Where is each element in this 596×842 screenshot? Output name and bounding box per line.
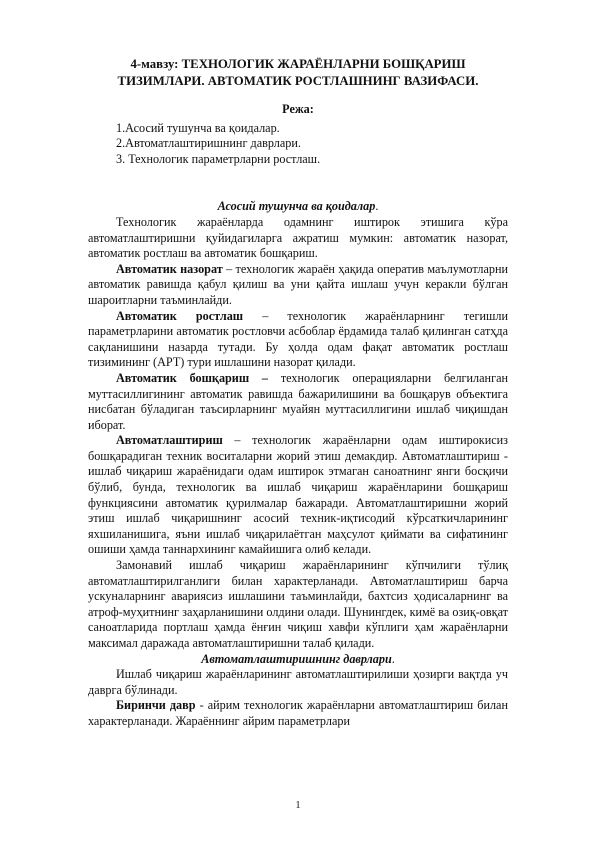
- section-heading-period: .: [391, 651, 395, 666]
- term: Автоматлаштириш: [116, 433, 223, 448]
- term: Автоматик назорат: [116, 261, 223, 276]
- paragraph: Замонавий ишлаб чиқариш жараёнларининг кўпчилиги тўлиқ автоматлаштирилганлиги билан характерланади. Автоматлаштириш барча ускуналарнинг авариясиз ишлашини таъминлайди, бахтсиз ҳодисаларнинг ва атроф-муҳитнинг заҳарланишини олдини олади. Шунингдек, кимё ва озиқ-овқат саноатларида портлаш ҳамда ёнғин чиқиш хавфи кўплиги ҳам жараёнларни максимал даражада автоматлаштиришни талаб қилади.: [88, 558, 508, 650]
- paragraph: Технологик жараёнларда одамнинг иштирок этишига кўра автоматлаштиришни қуйидагиларга ажратиш мумкин: автоматик назорат, автоматик ростлаш ва автоматик бошқариш.: [88, 214, 508, 261]
- plan-heading: Режа:: [282, 102, 314, 116]
- section-heading-text: Асосий тушунча ва қоидалар: [217, 199, 376, 214]
- page-number: 1: [295, 799, 301, 811]
- paragraph-text: технологик операцияларни белгиланган муттасиллигининг автоматик равишда бажарилишини ва бошқарув объектига нисбатан бўладиган таъсирларнинг муайян муттасиллигини ишлаб чиқишдан иборат.: [88, 370, 508, 432]
- plan-item: 3. Технологик параметрларни ростлаш.: [116, 151, 321, 166]
- plan-item: 1.Асосий тушунча ва қоидалар.: [116, 120, 280, 135]
- page-content: [88, 56, 508, 730]
- term: Автоматик бошқариш –: [116, 370, 269, 385]
- plan-list: [88, 121, 508, 168]
- paragraph-text: – технологик жараёнларни одам иштирокисиз бошқарадиган техник воситаларни жорий этиш демакдир. Автоматлаштириш - ишлаб чиқариш жараёнидаги одам иштирок этмаган саноатнинг янги босқичи бўлиб, бунда, технологик ва ишлаб чиқариш жараёнларини бошқариш функциясини автоматик қурилмалар бажаради. Автоматлаштиришни жорий этиш ишлаб чиқаришнинг асосий техник-иқтисодий кўрсаткичларининг яхшиланишига, яъни ишлаб чиқарилаётган маҳсулот қиймати ва сифатининг ошиши ҳамда таннархининг камайишига олиб келади.: [88, 433, 508, 557]
- paragraph: Ишлаб чиқариш жараёнларининг автоматлаштирилиши ҳозирги вақтда уч даврга бўлинади.: [88, 667, 508, 697]
- paragraph-text: – технологик жараёнларнинг тегишли параметрларини автоматик ростловчи асбоблар ёрдамида талаб қилинган сатҳда сақланишини назарда тутади. Бу ҳолда одам фақат автоматик ростлаш тизимининг (АРТ) тури ишлашини назорат қилади.: [88, 308, 509, 370]
- term: Автоматик ростлаш: [116, 308, 244, 323]
- paragraph: [88, 262, 508, 309]
- page-title: 4-мавзу: ТЕХНОЛОГИК ЖАРАЁНЛАРНИ БОШҚАРИШ ТИЗИМЛАРИ. АВТОМАТИК РОСТЛАШНИНГ ВАЗИФАСИ.: [117, 57, 479, 88]
- paragraph: [88, 309, 508, 371]
- term: Биринчи давр: [116, 698, 196, 713]
- paragraph-text: - айрим технологик жараёнларни автоматлаштириш билан характерланади. Жараённинг айрим параметрлари: [88, 698, 508, 728]
- paragraph: [88, 433, 508, 558]
- paragraph-text: – технологик жараён ҳақида оператив маълумотларни автоматик равишда қабул қилиш ва уни қайта ишлаш учун керакли бўлган шароитларни таъминлайди.: [88, 261, 509, 307]
- section-heading: [88, 199, 508, 215]
- paragraph: [88, 371, 508, 433]
- section-heading: [88, 652, 508, 668]
- section-heading-period: .: [375, 199, 379, 214]
- paragraph: [88, 698, 508, 729]
- plan-item: 2.Автоматлаштиришнинг даврлари.: [116, 136, 301, 151]
- section-heading-text: Автоматлаштиришнинг даврлари: [201, 651, 392, 666]
